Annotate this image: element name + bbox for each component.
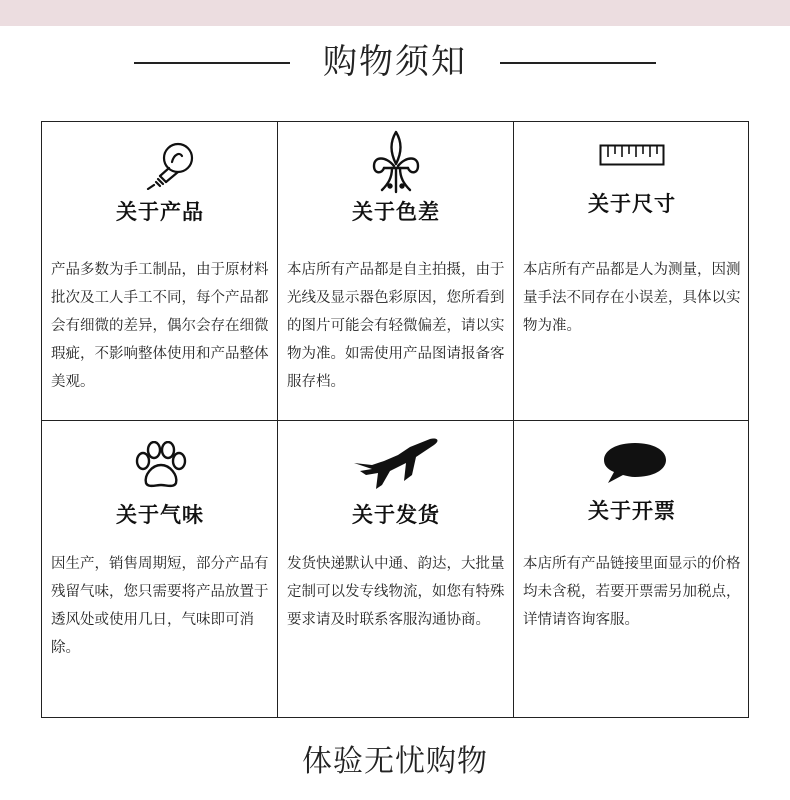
light-bulb-icon [138,140,200,190]
card-body: 产品多数为手工制品，由于原材料批次及工人手工不同，每个产品都会有细微的差异，偶尔会存在细微瑕疵，不影响整体使用和产品整体美观。 [51,262,269,390]
card-body: 本店所有产品都是人为测量，因测量手法不同存在小误差，具体以实物为准。 [523,262,741,334]
card-size [514,122,750,420]
header-divider-right [500,62,656,64]
airplane-icon [352,437,440,493]
card-color-difference [278,122,514,420]
card-title: 关于色差 [352,200,440,224]
card-smell [42,421,278,719]
header-divider-left [134,62,290,64]
speech-bubble-icon [602,441,668,485]
fleur-de-lis-icon [370,130,422,194]
notice-grid [41,121,749,718]
page-title: 购物须知 [323,42,467,82]
footer-slogan: 体验无忧购物 [302,744,488,779]
card-body: 发货快递默认中通、韵达，大批量定制可以发专线物流，如您有特殊要求请及时联系客服沟通协商。 [287,556,505,628]
top-decorative-band [0,0,790,26]
card-body: 因生产，销售周期短，部分产品有残留气味，您只需要将产品放置于透风处或使用几日，气味即可消除。 [51,556,269,656]
card-title: 关于发货 [352,503,440,527]
paw-print-icon [134,441,188,489]
card-title: 关于产品 [116,200,204,224]
card-title: 关于开票 [588,499,676,523]
card-title: 关于气味 [116,503,204,527]
card-invoice [514,421,750,719]
card-body: 本店所有产品都是自主拍摄，由于光线及显示器色彩原因，您所看到的图片可能会有轻微偏差，请以实物为准。如需使用产品图请报备客服存档。 [287,262,505,390]
ruler-icon [599,144,665,166]
card-title: 关于尺寸 [588,192,676,216]
section-header [0,38,790,86]
card-shipping [278,421,514,719]
card-product [42,122,278,420]
card-body: 本店所有产品链接里面显示的价格均未含税，若要开票需另加税点，详情请咨询客服。 [523,556,741,628]
